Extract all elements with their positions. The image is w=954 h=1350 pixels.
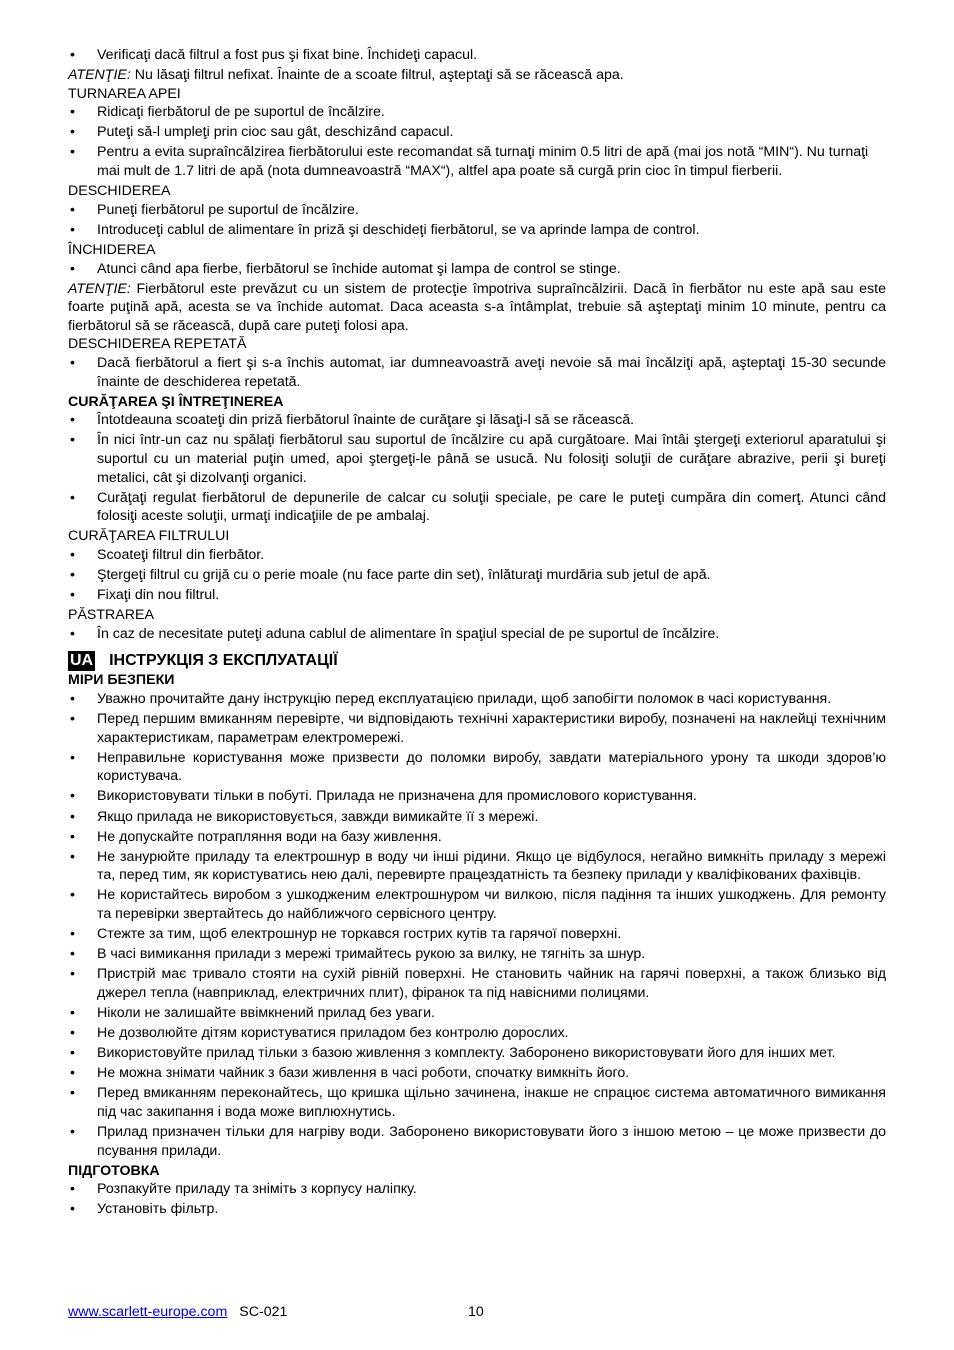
filtru-list — [68, 546, 886, 605]
warning-text: Fierbătorul este prevăzut cu un sistem de protecţie împotriva supraîncălzirii. Dacă în fierbător nu este apă sau este foarte puţină apă, acesta se va închide automat. Daca aceasta s-a întâmplat, trebuie să aşteptaţi minim 10 minute, pentru ca fierbătorul să se răcească, după care puteţi folosi apa. — [68, 280, 886, 334]
page-footer — [68, 1303, 886, 1321]
list-item: • Întotdeauna scoateţi din priză fierbătorul înainte de curăţare şi lăsaţi-l să se răcească. — [68, 411, 886, 430]
section-heading-pidgotovka: ПІДГОТОВКА — [68, 1162, 160, 1179]
list-item: • Розпакуйте приладу та зніміть з корпусу наліпку. — [68, 1180, 886, 1199]
list-item: • В часі вимикання прилади з мережі тримайтесь рукою за вилку, не тягніть за шнур. — [68, 945, 886, 964]
list-item: • În caz de necesitate puteţi aduna cablul de alimentare în spaţiul special de pe suportul de încălzire. — [68, 625, 886, 644]
section-heading-filtru: CURĂŢAREA FILTRULUI — [68, 528, 230, 545]
list-item: • Ridicaţi fierbătorul de pe suportul de încălzire. — [68, 103, 886, 122]
list-item: • Puteţi să-l umpleţi prin cioc sau gât, deschizând capacul. — [68, 123, 886, 142]
warning-label: ATENŢIE: — [68, 280, 131, 297]
page-number: 10 — [468, 1304, 484, 1320]
list-item: • Не допускайте потрапляння води на базу живлення. — [68, 828, 886, 847]
language-badge: UA — [70, 652, 94, 670]
list-item: • Перед вмиканням переконайтесь, що кришка щільно зачинена, інакше не спрацює система автоматичного вимикання під час закипання і вода може виплюхнутись. — [68, 1084, 886, 1121]
bezpeky-list — [68, 690, 886, 1160]
filter-check-list — [68, 46, 886, 65]
section-heading-bezpeky: МІРИ БЕЗПЕКИ — [68, 672, 175, 689]
list-item: • Пристрій має тривало стояти на сухій рівній поверхні. Не становить чайник на гарячі поверхні, а також близько від джерел тепла (навприклад, електричних плит), фіранок та під навісними полицями. — [68, 965, 886, 1002]
model-number: SC-021 — [239, 1304, 288, 1320]
list-item: • Ştergeţi filtrul cu grijă cu o perie moale (nu face parte din set), înlăturaţi murdăria sub jetul de apă. — [68, 566, 886, 585]
list-item: • Не дозволюйте дітям користуватися приладом без контролю дорослих. — [68, 1024, 886, 1043]
ua-section-title — [68, 651, 886, 671]
list-item: • Fixaţi din nou filtrul. — [68, 586, 886, 605]
section-heading-curatarea: CURĂŢAREA ŞI ÎNTREŢINEREA — [68, 393, 284, 410]
section-heading-inchiderea: ÎNCHIDEREA — [68, 241, 156, 258]
turnarea-list — [68, 103, 886, 180]
list-item: • Прилад призначен тільки для нагріву води. Заборонено використовувати його з іншою метою – це може призвести до псування прилади. — [68, 1123, 886, 1160]
deschiderea-repetata-list — [68, 354, 886, 391]
warning-note — [68, 280, 886, 336]
list-item: • Не користайтесь виробом з ушкодженим електрошнуром чи вилкою, після падіння та інших ушкоджень. Для ремонту та перевірки звертайтесь до найближчого сервісного центру. — [68, 886, 886, 923]
list-item: • Ніколи не залишайте ввімкнений прилад без уваги. — [68, 1004, 886, 1023]
warning-note — [68, 66, 886, 85]
list-item: • Introduceţi cablul de alimentare în priză şi deschideţi fierbătorul, se va aprinde lampa de control. — [68, 221, 886, 240]
section-heading-turnarea: TURNAREA APEI — [68, 85, 181, 102]
section-heading-deschiderea: DESCHIDEREA — [68, 183, 171, 200]
list-item: • Verificaţi dacă filtrul a fost pus şi fixat bine. Închideţi capacul. — [68, 46, 886, 65]
list-item: • Scoateţi filtrul din fierbător. — [68, 546, 886, 565]
section-heading-pastrarea: PĂSTRAREA — [68, 607, 154, 624]
list-item: • Використовуйте прилад тільки з базою живлення з комплекту. Заборонено використовувати його для інших мет. — [68, 1044, 886, 1063]
list-item: • Puneţi fierbătorul pe suportul de încălzire. — [68, 201, 886, 220]
list-item: • În nici într-un caz nu spălaţi fierbătorul sau suportul de încălzire cu apă curgătoare. Mai întâi ştergeţi exteriorul aparatului şi suportul cu un material puţin umed, apoi ştergeţi-le până se usucă. Nu folosiţi soluţii de curăţare abrazive, perii şi bureţi metalici, cât şi dizolvanţi organici. — [68, 431, 886, 487]
list-item: • Не занурюйте приладу та електрошнур в воду чи інші рідини. Якщо це відбулося, негайно вимкніть приладу з мережі та, перед тим, як користуватись нею далі, перевирте працездатність та безпеку прилади у кваліфікованих фахівців. — [68, 848, 886, 885]
list-item: • Atunci când apa fierbe, fierbătorul se închide automat şi lampa de control se stinge. — [68, 260, 886, 279]
list-item: • Використовувати тільки в побуті. Прилада не призначена для промислового користування. — [68, 787, 886, 806]
list-item: • Стежте за тим, щоб електрошнур не торкався гострих кутів та гарячої поверхні. — [68, 925, 886, 944]
warning-label: ATENŢIE: — [68, 67, 131, 84]
list-item: • Pentru a evita supraîncălzirea fierbătorului este recomandat să turnaţi minim 0.5 litri de apă (mai jos notă “MIN“). Nu turnaţi mai mult de 1.7 litri de apă (nota dumneavoastră “MAX“), altfel apa poate să curgă prin cioc în timpul fierberii. — [68, 143, 886, 180]
list-item: • Dacă fierbătorul a fiert şi s-a închis automat, iar dumneavoastră aveţi nevoie să mai încălziţi apă, aşteptaţi 15-30 secunde înainte de deschiderea repetată. — [68, 354, 886, 391]
deschiderea-list — [68, 201, 886, 240]
inchiderea-list — [68, 260, 886, 279]
warning-text: Nu lăsaţi filtrul nefixat. Înainte de a scoate filtrul, aşteptaţi să se răcească apa. — [130, 67, 624, 84]
page-content — [68, 46, 886, 1221]
list-item: • Curăţaţi regulat fierbătorul de depunerile de calcar cu soluţii speciale, pe care le puteţi cumpăra din comerţ. Atunci când folosiţi aceste soluţii, urmaţi indicaţiile de pe ambalaj. — [68, 489, 886, 526]
website-link[interactable]: www.scarlett-europe.com — [68, 1304, 228, 1320]
list-item: • Уважно прочитайте дану інструкцію перед експлуатацією прилади, щоб запобігти поломок в часі користування. — [68, 690, 886, 709]
curatarea-list — [68, 411, 886, 526]
pidgotovka-list — [68, 1180, 886, 1219]
list-item: • Перед першим вмиканням перевірте, чи відповідають технічні характеристики виробу, позначені на наклейці технічним характеристикам, параметрам електромережі. — [68, 710, 886, 747]
ua-title: ІНСТРУКЦІЯ З ЕКСПЛУАТАЦІЇ — [109, 652, 338, 670]
list-item: • Неправильне користування може призвести до поломки виробу, завдати матеріального урону та шкоди здоров’ю користувача. — [68, 749, 886, 786]
pastrarea-list — [68, 625, 886, 644]
list-item: • Не можна знімати чайник з бази живлення в часі роботи, спочатку вимкніть його. — [68, 1064, 886, 1083]
list-item: • Установіть фільтр. — [68, 1200, 886, 1219]
section-heading-deschiderea-repetata: DESCHIDEREA REPETATĂ — [68, 336, 247, 353]
list-item: • Якщо прилада не використовується, завжди вимикайте її з мережі. — [68, 808, 886, 827]
